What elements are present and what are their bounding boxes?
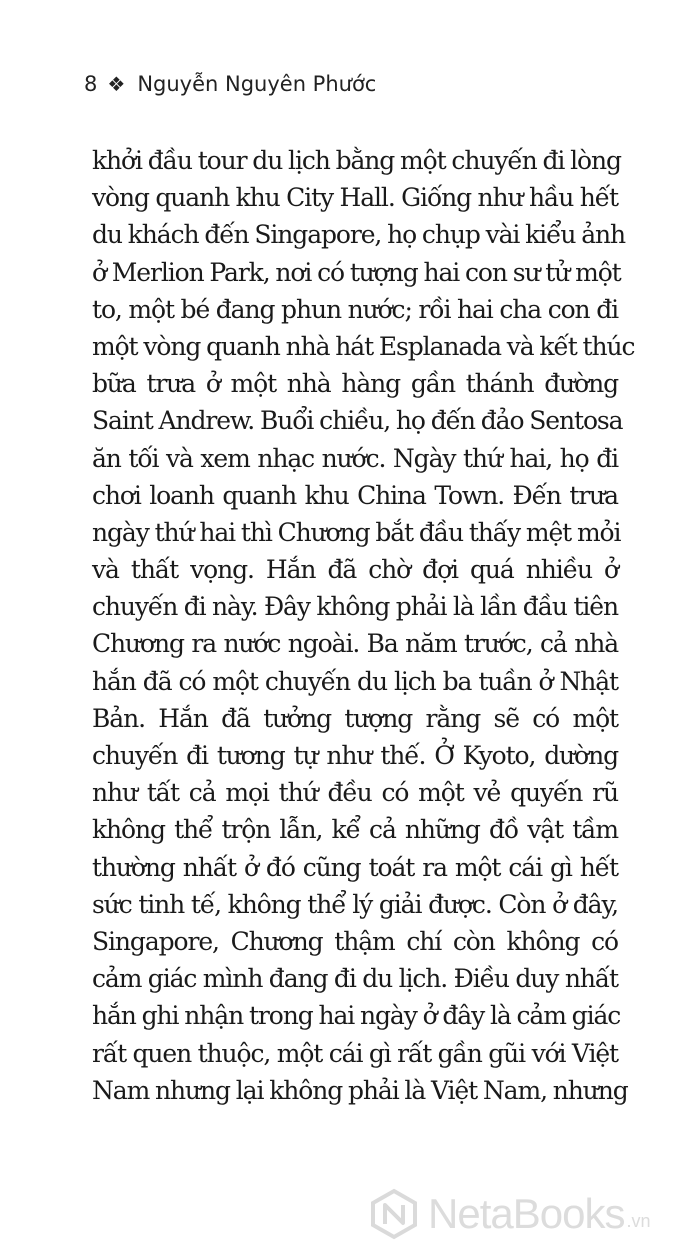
page-number: 8	[84, 72, 98, 96]
text-line: thường nhất ở đó cũng toát ra một cái gì hết	[92, 852, 618, 882]
text-line: Nam nhưng lại không phải là Việt Nam, nhưng	[92, 1075, 628, 1105]
diamond-ornament-icon: ❖	[107, 72, 126, 96]
watermark-brand: NetaBooks	[428, 1190, 625, 1237]
text-line: cảm giác mình đang đi du lịch. Điều duy nhất	[92, 964, 618, 994]
running-header	[84, 72, 376, 96]
text-line: to, một bé đang phun nước; rồi hai cha con đi	[92, 294, 618, 324]
text-line: một vòng quanh nhà hát Esplanada và kết thúc	[92, 331, 635, 361]
text-line: sức tinh tế, không thể lý giải được. Còn ở đây,	[92, 889, 618, 919]
watermark-tld: .vn	[626, 1211, 651, 1231]
text-line: du khách đến Singapore, họ chụp vài kiểu ảnh	[92, 220, 626, 250]
text-line: như tất cả mọi thứ đều có một vẻ quyến rũ	[92, 778, 618, 808]
text-line: Bản. Hắn đã tưởng tượng rằng sẽ có một	[92, 703, 618, 733]
netabooks-logo-icon	[368, 1188, 420, 1240]
text-line: chuyến đi tương tự như thế. Ở Kyoto, dường	[92, 741, 618, 770]
text-line: bữa trưa ở một nhà hàng gần thánh đường	[92, 369, 618, 399]
text-line: ở Merlion Park, nơi có tượng hai con sư tử một	[92, 257, 621, 287]
text-line: hắn ghi nhận trong hai ngày ở đây là cảm giác	[92, 1001, 621, 1031]
text-line: Saint Andrew. Buổi chiều, họ đến đảo Sentosa	[92, 406, 623, 436]
text-line: khởi đầu tour du lịch bằng một chuyến đi lòng	[92, 146, 621, 175]
text-line: vòng quanh khu City Hall. Giống như hầu hết	[92, 183, 618, 213]
author-name: Nguyễn Nguyên Phước	[137, 72, 377, 96]
text-line: Chương ra nước ngoài. Ba năm trước, cả nhà	[92, 629, 618, 659]
text-line: ngày thứ hai thì Chương bắt đầu thấy mệt mỏi	[92, 517, 621, 547]
text-line: và thất vọng. Hắn đã chờ đợi quá nhiều ở	[92, 555, 618, 585]
text-line: ăn tối và xem nhạc nước. Ngày thứ hai, họ đi	[92, 443, 618, 473]
text-line: chuyến đi này. Đây không phải là lần đầu tiên	[92, 592, 618, 622]
text-line: rất quen thuộc, một cái gì rất gần gũi với Việt	[92, 1038, 618, 1068]
text-line: Singapore, Chương thậm chí còn không có	[92, 926, 618, 956]
text-line: chơi loanh quanh khu China Town. Đến trưa	[92, 480, 618, 510]
watermark	[368, 1188, 650, 1240]
text-line: hắn đã có một chuyến du lịch ba tuần ở Nhật	[92, 666, 618, 696]
text-line: không thể trộn lẫn, kể cả những đồ vật tầm	[92, 815, 618, 845]
body-text	[92, 142, 635, 1109]
